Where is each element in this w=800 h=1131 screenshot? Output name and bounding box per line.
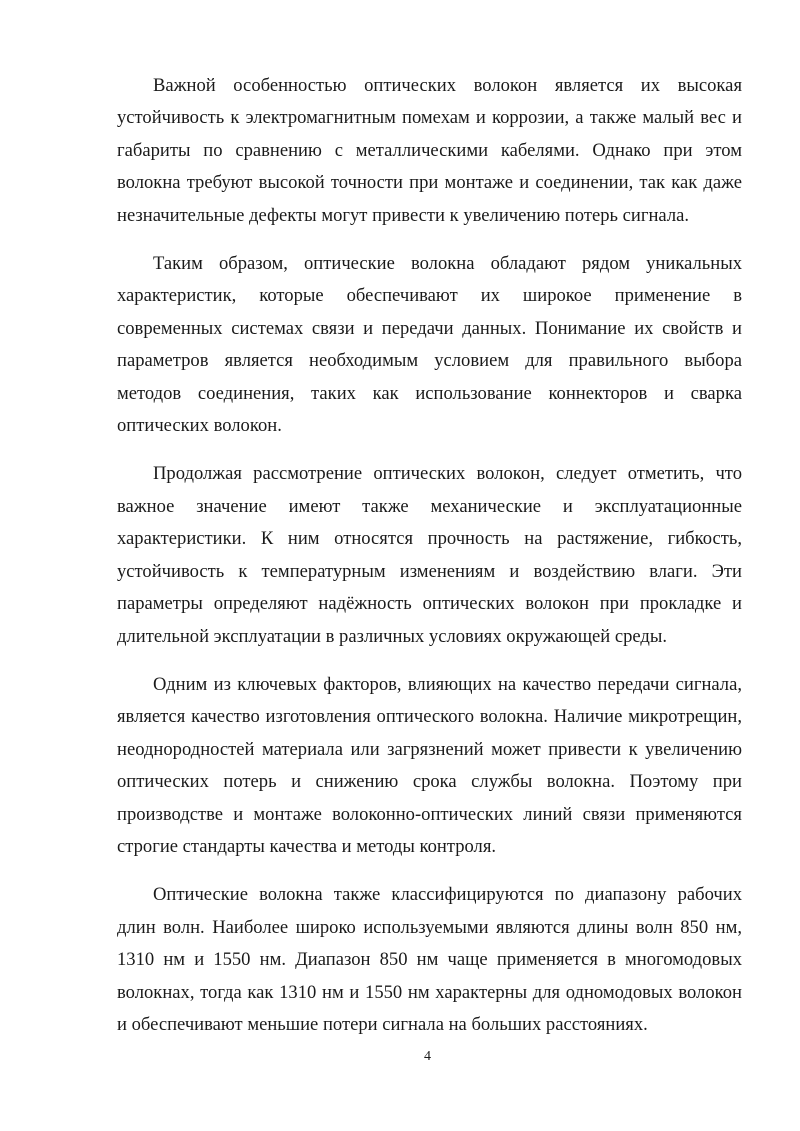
page-number: 4: [424, 1049, 431, 1064]
paragraph-4: Одним из ключевых факторов, влияющих на качество передачи сигнала, является качество изготовления оптического волокна. Наличие микротрещин, неоднородностей материала или загрязнений может привести к увеличению оптических потерь и снижению срока службы волокна. Поэтому при производстве и монтаже волоконно-оптических линий связи применяются строгие стандарты качества и методы контроля.: [117, 673, 742, 857]
paragraph-1: Важной особенностью оптических волокон является их высокая устойчивость к электромагнитным помехам и коррозии, а также малый вес и габариты по сравнению с металлическими кабелями. Однако при этом волокна требуют высокой точности при монтаже и соединении, так как даже незначительные дефекты могут привести к увеличению потерь сигнала.: [117, 75, 742, 226]
paragraph-2: Таким образом, оптические волокна обладают рядом уникальных характеристик, которые обеспечивают их широкое применение в современных системах связи и передачи данных. Понимание их свойств и параметров является необходимым условием для правильного выбора методов соединения, таких как использование коннекторов и сварка оптических волокон.: [117, 253, 742, 437]
paragraph-3: Продолжая рассмотрение оптических волокон, следует отметить, что важное значение имеют также механические и эксплуатационные характеристики. К ним относятся прочность на растяжение, гибкость, устойчивость к температурным изменениям и воздействию влаги. Эти параметры определяют надёжность оптических волокон при прокладке и длительной эксплуатации в различных условиях окружающей среды.: [117, 463, 742, 647]
document-body: [117, 70, 742, 1057]
paragraph-5: Оптические волокна также классифицируются по диапазону рабочих длин волн. Наиболее широко используемыми являются длины волн 850 нм, 1310 нм и 1550 нм. Диапазон 850 нм чаще применяется в многомодовых волокнах, тогда как 1310 нм и 1550 нм характерны для одномодовых волокон и обеспечивают меньшие потери сигнала на больших расстояниях.: [117, 884, 742, 1035]
